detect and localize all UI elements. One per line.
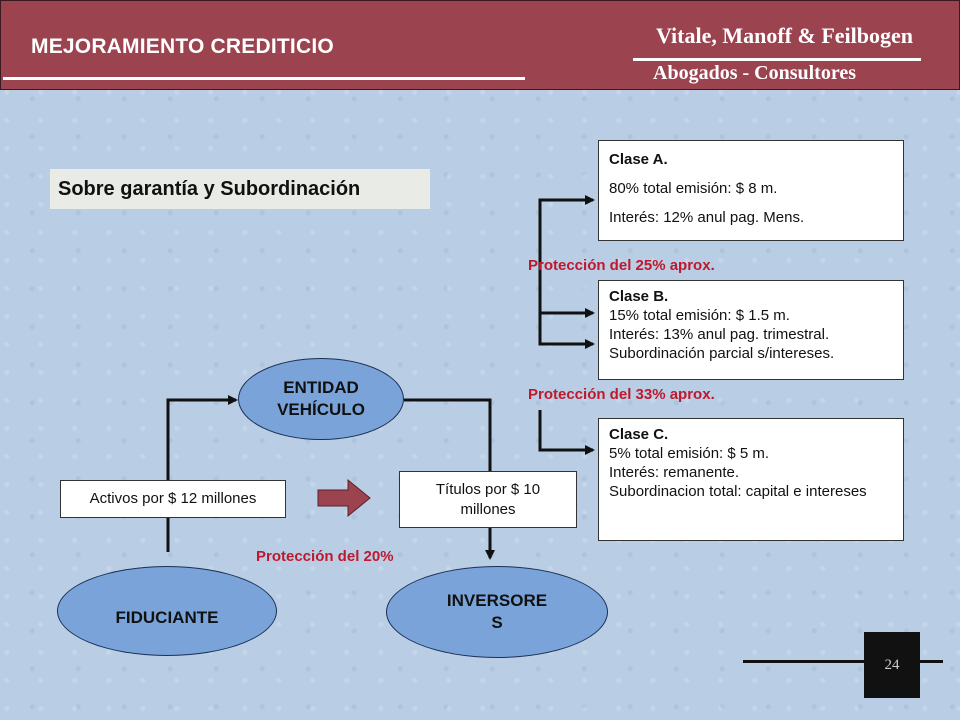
clase-b-line-2: Interés: 13% anul pag. trimestral. bbox=[609, 326, 830, 343]
page-number: 24 bbox=[864, 632, 920, 698]
clase-a-title: Clase A. bbox=[609, 151, 668, 168]
inversores-line-1: INVERSORE bbox=[446, 591, 548, 610]
activos-box bbox=[60, 480, 286, 518]
section-subtitle: Sobre garantía y Subordinación bbox=[50, 169, 430, 209]
clase-c-title: Clase C. bbox=[609, 426, 669, 443]
clase-c-box bbox=[598, 418, 904, 541]
clase-a-box bbox=[598, 140, 904, 241]
inversores-node bbox=[386, 566, 608, 658]
activos-label: Activos por $ 12 millones bbox=[89, 490, 257, 507]
clase-b-title: Clase B. bbox=[609, 288, 669, 305]
fiduciante-node bbox=[57, 566, 277, 656]
slide-title: MEJORAMIENTO CREDITICIO bbox=[31, 35, 334, 58]
connector-to-clase-b-1 bbox=[540, 287, 593, 313]
fiduciante-label: FIDUCIANTE bbox=[115, 608, 219, 627]
clase-c-line-2: Interés: remanente. bbox=[609, 464, 740, 481]
clase-a-line-1: 80% total emisión: $ 8 m. bbox=[609, 180, 778, 197]
entidad-vehiculo-node bbox=[238, 358, 404, 440]
clase-a-line-2: Interés: 12% anul pag. Mens. bbox=[609, 209, 805, 226]
protection-33-label: Protección del 33% aprox. bbox=[528, 386, 715, 403]
firm-name: Vitale, Manoff & Feilbogen bbox=[655, 23, 913, 48]
inversores-line-2: S bbox=[491, 613, 503, 632]
connector-to-clase-b-2 bbox=[540, 313, 593, 344]
clase-c-line-3: Subordinacion total: capital e intereses bbox=[609, 483, 867, 500]
entidad-line-1: ENTIDAD bbox=[283, 378, 359, 397]
firm-subtitle: Abogados - Consultores bbox=[653, 62, 856, 84]
titulos-label: Títulos por $ 10 millones bbox=[435, 480, 541, 518]
titulos-box bbox=[399, 471, 577, 528]
clase-b-line-3: Subordinación parcial s/intereses. bbox=[609, 345, 835, 362]
connector-fiduciante-entidad bbox=[168, 400, 236, 552]
clase-c-line-1: 5% total emisión: $ 5 m. bbox=[609, 445, 770, 462]
clase-b-line-1: 15% total emisión: $ 1.5 m. bbox=[609, 307, 790, 324]
protection-25-label: Protección del 25% aprox. bbox=[528, 257, 715, 274]
clase-b-box bbox=[598, 280, 904, 380]
entidad-line-2: VEHÍCULO bbox=[277, 400, 365, 419]
connector-to-clase-c bbox=[540, 410, 593, 450]
protection-20-label: Protección del 20% bbox=[256, 548, 394, 565]
transfer-arrow bbox=[318, 480, 370, 516]
